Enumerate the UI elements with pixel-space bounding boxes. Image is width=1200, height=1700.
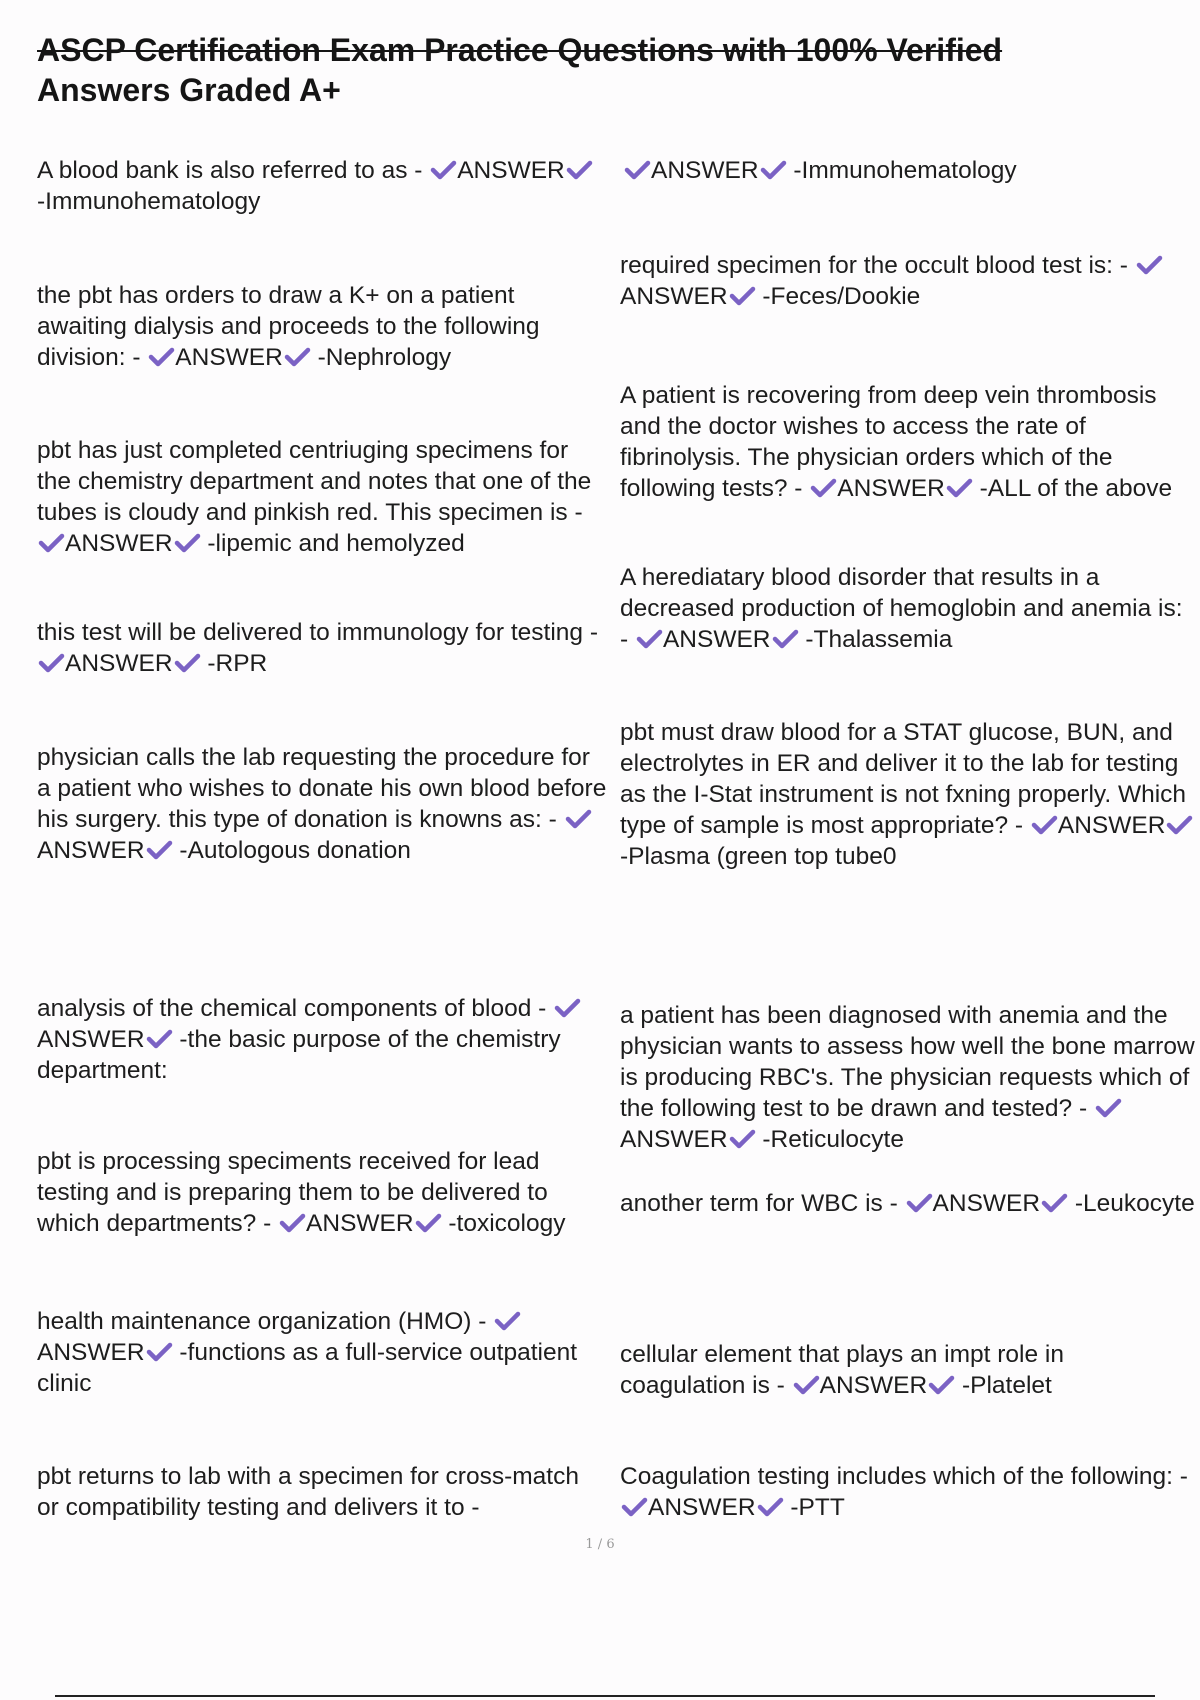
answer-label: ANSWER [37, 1339, 145, 1366]
checkmark-icon [635, 628, 663, 650]
answer-text: -Immunohematology [37, 188, 261, 215]
qa-item [620, 562, 1195, 655]
footer-divider [55, 1695, 1155, 1697]
question-text: A patient is recovering from deep vein thrombosis and the doctor wishes to access the rate of fibrinolysis. The physician orders which of the following tests? - [620, 382, 1157, 502]
answer-text: -ALL of the above [972, 475, 1173, 502]
checkmark-icon [728, 1128, 756, 1150]
answer-label: ANSWER [651, 157, 759, 184]
title-line-2: Answers Graded A+ [37, 72, 341, 108]
answer-label: ANSWER [932, 1190, 1041, 1217]
qa-item [37, 155, 607, 217]
answer-text: -functions as a full-service outpatient clinic [37, 1339, 578, 1397]
qa-item [37, 1306, 607, 1399]
answer-label: ANSWER [837, 475, 945, 502]
checkmark-icon [623, 159, 651, 181]
qa-item [620, 380, 1195, 504]
answer-text: -the basic purpose of the chemistry department: [37, 1026, 561, 1084]
qa-item [37, 617, 607, 679]
question-text: A blood bank is also referred to as - [37, 157, 430, 184]
checkmark-icon [145, 839, 173, 861]
question-text: a patient has been diagnosed with anemia and the physician wants to assess how well the bone marrow is producing RBC's. The physician requests which of the following test to be drawn and tested? - [620, 1002, 1195, 1122]
checkmark-icon [429, 159, 457, 181]
answer-label: ANSWER [457, 157, 565, 184]
answer-text: -toxicology [441, 1210, 566, 1237]
checkmark-icon [414, 1212, 442, 1234]
checkmark-icon [493, 1310, 521, 1332]
checkmark-icon [1135, 254, 1163, 276]
answer-text: -Thalassemia [798, 626, 953, 653]
checkmark-icon [792, 1374, 820, 1396]
answer-label: ANSWER [648, 1494, 756, 1521]
question-text: cellular element that plays an impt role in coagulation is - [620, 1341, 1064, 1399]
answer-text: -lipemic and hemolyzed [200, 530, 465, 557]
qa-item [620, 1000, 1195, 1155]
answer-label: ANSWER [65, 650, 173, 677]
qa-item [620, 1188, 1195, 1219]
question-text: pbt is processing speciments received for lead testing and is preparing them to be delivered to which departments? - [37, 1148, 548, 1237]
answer-label: ANSWER [175, 344, 283, 371]
question-text: pbt must draw blood for a STAT glucose, BUN, and electrolytes in ER and deliver it to the lab for testing as the I-Stat instrument is not fxning properly. Which type of sample is most appropriate? - [620, 719, 1187, 839]
checkmark-icon [278, 1212, 306, 1234]
checkmark-icon [145, 1341, 173, 1363]
checkmark-icon [905, 1192, 933, 1214]
checkmark-icon [1094, 1097, 1122, 1119]
question-text: physician calls the lab requesting the procedure for a patient who wishes to donate his own blood before his surgery. this type of donation is knowns as: - [37, 744, 607, 833]
checkmark-icon [1030, 814, 1058, 836]
checkmark-icon [945, 477, 973, 499]
answer-label: ANSWER [37, 837, 145, 864]
qa-item [37, 1146, 607, 1239]
qa-item [620, 1339, 1195, 1401]
checkmark-icon [1040, 1192, 1068, 1214]
question-text: analysis of the chemical components of blood - [37, 995, 554, 1022]
title-line-1: ASCP Certification Exam Practice Questions with 100% Verified [37, 32, 1003, 68]
answer-text: -RPR [200, 650, 268, 677]
checkmark-icon [728, 285, 756, 307]
qa-item [37, 280, 607, 373]
answer-text: -Platelet [955, 1372, 1052, 1399]
checkmark-icon [553, 997, 581, 1019]
question-text: another term for WBC is - [620, 1190, 905, 1217]
qa-item [620, 717, 1195, 872]
qa-item [620, 155, 1198, 186]
answer-label: ANSWER [65, 530, 173, 557]
answer-text: -Nephrology [310, 344, 452, 371]
answer-text: -Feces/Dookie [755, 283, 921, 310]
question-text: pbt has just completed centriuging specimens for the chemistry department and notes that one of the tubes is cloudy and pinkish red. This specimen is - [37, 437, 592, 526]
qa-item [620, 1461, 1195, 1523]
answer-label: ANSWER [620, 283, 728, 310]
checkmark-icon [283, 346, 311, 368]
question-text: the pbt has orders to draw a K+ on a patient awaiting dialysis and proceeds to the following division: - [37, 282, 540, 371]
question-text: Coagulation testing includes which of the following: - [620, 1463, 1188, 1490]
qa-item [620, 250, 1195, 312]
checkmark-icon [771, 628, 799, 650]
document-title [37, 30, 1167, 110]
question-text: pbt returns to lab with a specimen for cross-match or compatibility testing and delivers it to - [37, 1463, 579, 1521]
qa-item [37, 1461, 607, 1523]
qa-item [37, 435, 607, 559]
checkmark-icon [145, 1028, 173, 1050]
answer-label: ANSWER [1057, 812, 1166, 839]
checkmark-icon [37, 532, 65, 554]
page-number: 1 / 6 [585, 1537, 615, 1552]
checkmark-icon [565, 159, 593, 181]
checkmark-icon [927, 1374, 955, 1396]
answer-label: ANSWER [620, 1126, 728, 1153]
checkmark-icon [37, 652, 65, 674]
answer-text: -PTT [783, 1494, 845, 1521]
checkmark-icon [809, 477, 837, 499]
answer-label: ANSWER [819, 1372, 928, 1399]
checkmark-icon [147, 346, 175, 368]
answer-text: -Autologous donation [172, 837, 411, 864]
checkmark-icon [173, 652, 201, 674]
qa-item [37, 742, 607, 866]
checkmark-icon [564, 808, 592, 830]
checkmark-icon [756, 1496, 784, 1518]
answer-text: -Plasma (green top tube0 [620, 843, 897, 870]
answer-text: -Leukocyte [1068, 1190, 1195, 1217]
answer-label: ANSWER [662, 626, 771, 653]
answer-text: -Immunohematology [786, 157, 1017, 184]
answer-text: -Reticulocyte [755, 1126, 904, 1153]
checkmark-icon [1165, 814, 1193, 836]
checkmark-icon [620, 1496, 648, 1518]
question-text: this test will be delivered to immunology for testing - [37, 619, 599, 646]
qa-item [37, 993, 607, 1086]
checkmark-icon [173, 532, 201, 554]
answer-label: ANSWER [37, 1026, 145, 1053]
question-text: required specimen for the occult blood test is: - [620, 252, 1135, 279]
checkmark-icon [759, 159, 787, 181]
question-text: A herediatary blood disorder that results in a decreased production of hemoglobin and anemia is: - [620, 564, 1183, 653]
question-text: health maintenance organization (HMO) - [37, 1308, 494, 1335]
answer-label: ANSWER [306, 1210, 414, 1237]
